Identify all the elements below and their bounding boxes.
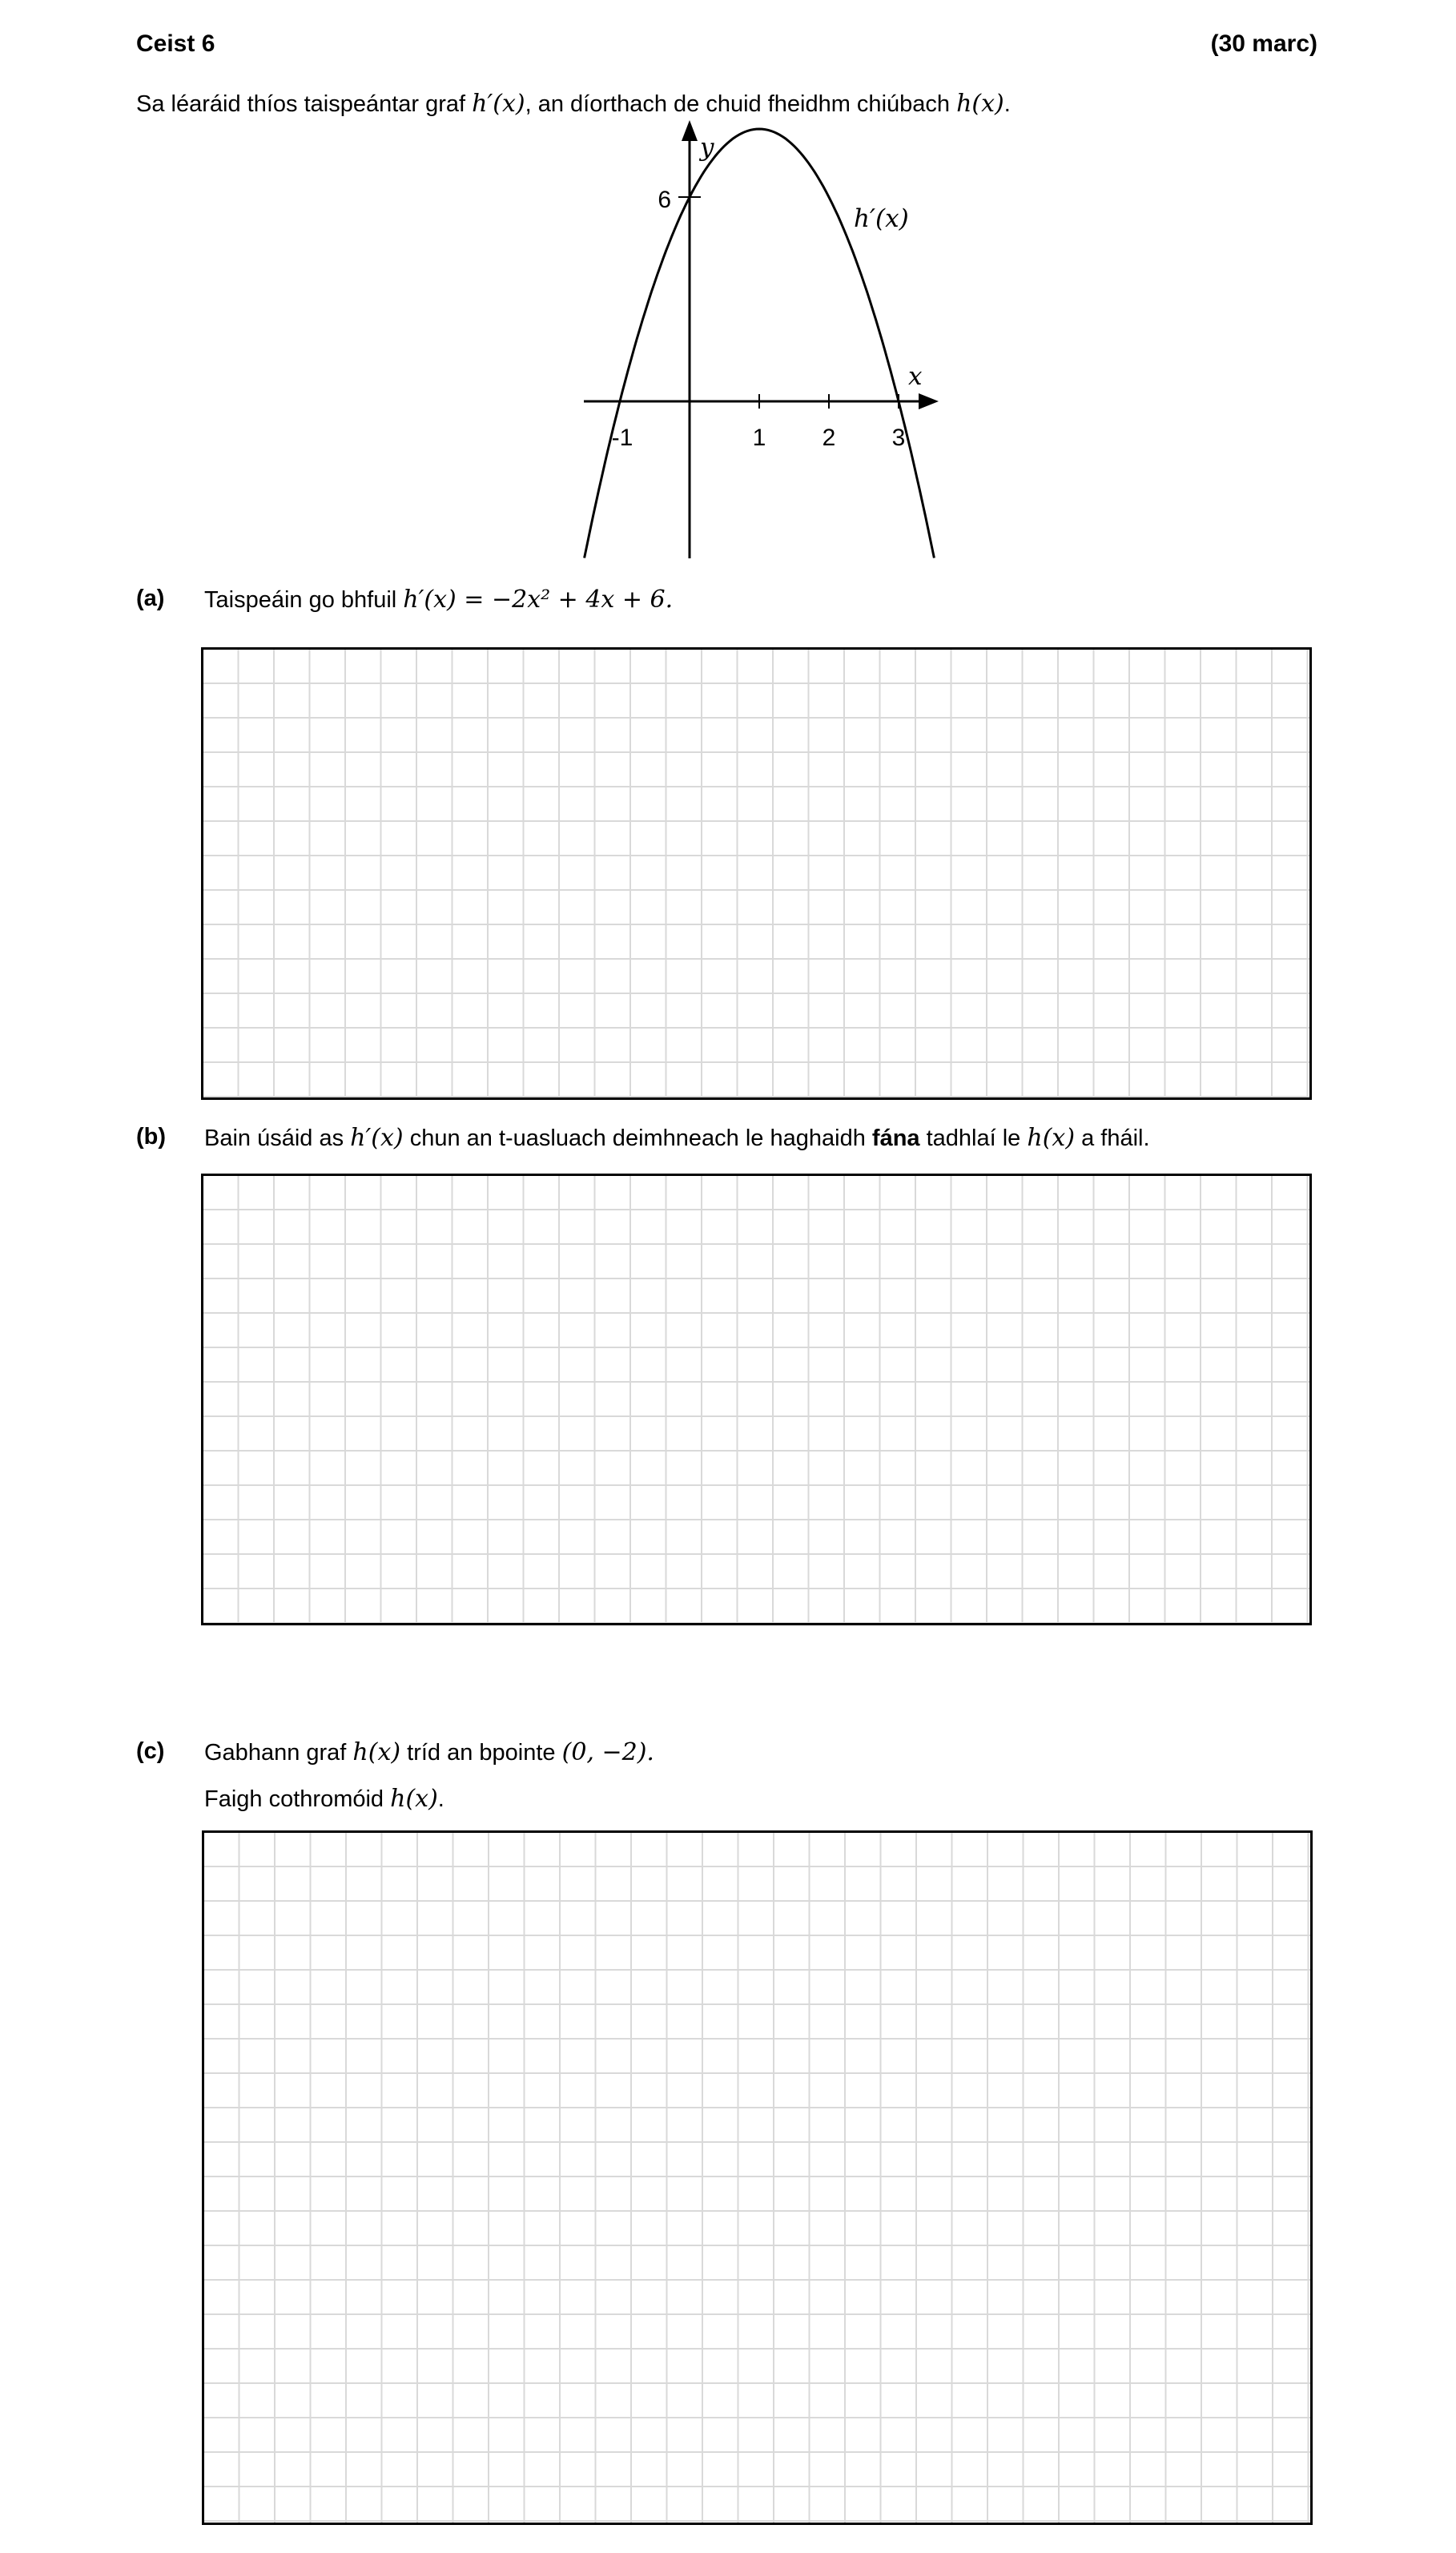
part-b-text — [204, 1124, 1150, 1152]
part-b-text-1: Bain úsáid as — [204, 1125, 351, 1151]
part-b-label: (b) — [136, 1124, 167, 1150]
part-b-math-2: h(x) — [1027, 1124, 1076, 1152]
intro-math-1: h′(x) — [472, 90, 525, 118]
y-axis-arrow-icon — [682, 120, 698, 141]
part-b-bold-word: fána — [871, 1125, 920, 1151]
part-c-l1-text-2: tríd an bpointe — [400, 1740, 562, 1766]
part-c-l1-math-2: (0, −2). — [561, 1738, 654, 1766]
derivative-graph-figure — [529, 112, 961, 565]
part-b-text-2: chun an t-uasluach deimhneach le haghaidh — [403, 1125, 872, 1151]
part-a-equation: h′(x) = −2x² + 4x + 6. — [403, 586, 674, 614]
part-c-l2-text-1: Faigh cothromóid — [204, 1786, 391, 1812]
part-c-text-line1 — [204, 1738, 654, 1766]
part-b-text-4: a fháil. — [1075, 1125, 1150, 1151]
x-axis-arrow-icon — [919, 393, 939, 409]
part-b-math-1: h′(x) — [350, 1124, 404, 1152]
x-axis-label: x — [908, 362, 923, 391]
part-a-text — [204, 586, 673, 614]
x-tick-label-2: 2 — [822, 425, 836, 451]
x-tick-label-neg1: -1 — [611, 425, 633, 451]
derivative-curve — [585, 129, 935, 558]
question-number: Ceist 6 — [136, 30, 215, 57]
part-c-l2-math: h(x) — [390, 1785, 438, 1813]
curve-label: h′(x) — [854, 204, 909, 233]
x-tick-label-3: 3 — [891, 425, 906, 451]
marks-label: (30 marc) — [1210, 30, 1317, 57]
part-c-label: (c) — [136, 1738, 165, 1764]
part-c-l1-text-1: Gabhann graf — [204, 1740, 353, 1766]
y-axis-label: y — [700, 133, 714, 162]
intro-math-2: h(x) — [956, 90, 1004, 118]
part-b-text-3: tadhlaí le — [919, 1125, 1028, 1151]
answer-grid-c[interactable] — [202, 1830, 1313, 2525]
intro-text-2: , an díorthach de chuid fheidhm chiúbach — [525, 91, 957, 117]
answer-grid-b[interactable] — [201, 1174, 1312, 1625]
x-tick-label-1: 1 — [752, 425, 766, 451]
part-c-text-line2 — [204, 1785, 444, 1813]
y-tick-label-6: 6 — [658, 187, 671, 213]
part-a-text-1: Taispeáin go bhfuil — [204, 587, 404, 613]
part-a-label: (a) — [136, 586, 165, 611]
part-c-l1-math-1: h(x) — [352, 1738, 401, 1766]
intro-text-3: . — [1004, 91, 1011, 117]
answer-grid-a[interactable] — [201, 647, 1312, 1100]
part-c-l2-text-2: . — [437, 1786, 444, 1812]
intro-text-1: Sa léaráid thíos taispeántar graf — [136, 91, 473, 117]
